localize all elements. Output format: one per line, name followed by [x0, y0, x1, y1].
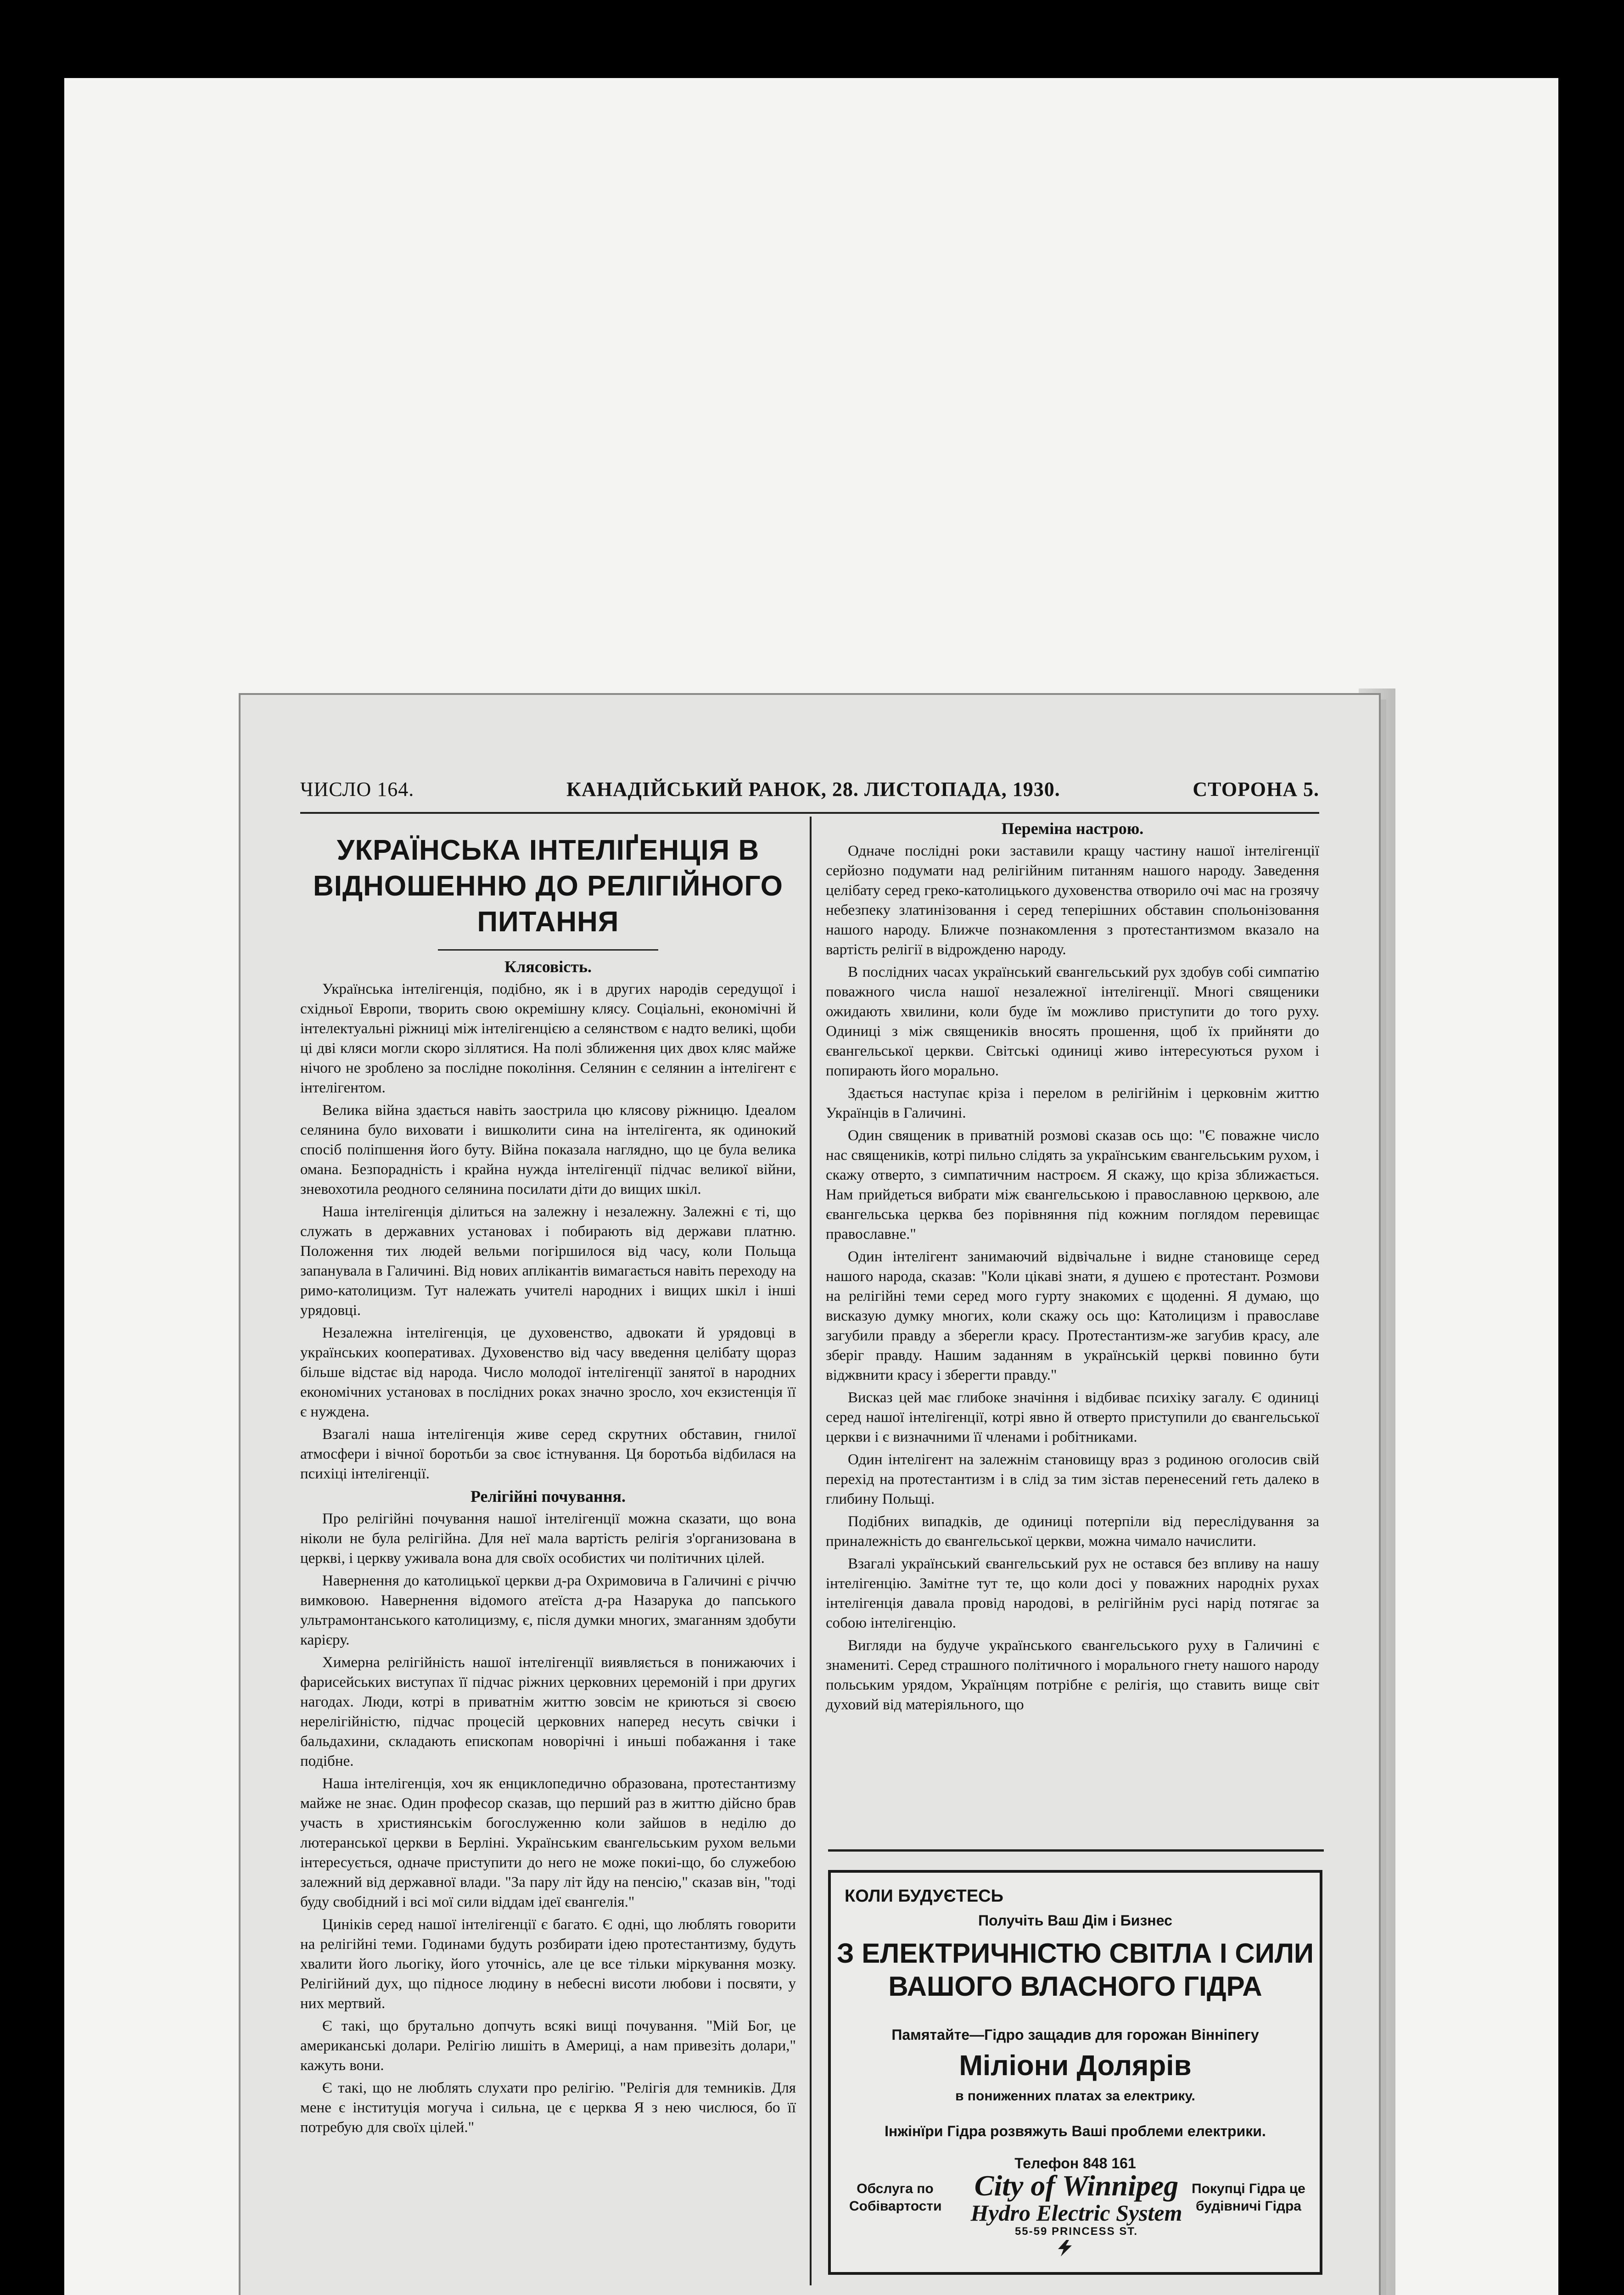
ad-side-left: Обслуга по Собівартости — [849, 2181, 942, 2214]
logo-system-name: Hydro Electric System — [970, 2200, 1182, 2226]
ad-headline-line: ВАШОГО ВЛАСНОГО ГІДРА — [888, 1971, 1262, 2002]
paragraph: Одначе послідні роки заставили кращу частину нашої інтелігенції серйозно подумати над релігійним питанням нашого народу. Заведення целібату серед греко-католицького духовенства отворило очі мас на грозячу небезпеку златинізовання і серед теперішних обставин спольонізовання нашого народу. Ближче познакомлення з протестантизмом вказало на вартість релігії в відрожденю народу. — [826, 843, 1319, 958]
ad-phone: Телефон 848 161 — [1014, 2155, 1136, 2172]
left-column — [300, 828, 796, 2140]
paragraph: Один інтелігент занимаючий відвічальне і видне становище серед нашого народа, сказав: "Коли цікаві знати, я душею є протестант. Розмови на релігійні теми серед мого гурту знакомих є щоденні. Я думаю, що висказую думку многих, коли скажу ось що: Католицизм і православе загубили правду а зберегли красу. Протестантизм-же загубив красу, але зберіг правду. Нашим заданням в українській церкві повинно бути віджвнити красу і зберегти правду." — [826, 1248, 1319, 1383]
paragraph: Химерна релігійність нашої інтелігенції виявляється в понижаючих і фарисейських виступах її підчас ріжних церковних церемоній і при других нагодах. Люди, котрі в приватнім життю зовсім не криються зі своєю нерелігійністю, підчас процесій церковних наперед несуть свічки і бальдахини, складають епископам новорічні і иньші побажання і таке подібне. — [300, 1654, 796, 1769]
paragraph: Є такі, що брутально допчуть всякі вищі почування. "Мій Бог, це американські долари. Релігію лишіть в Америці, а нам привезіть долари," кажуть вони. — [300, 2018, 796, 2074]
advertisement-rule — [828, 1849, 1324, 1852]
section-heading: Клясовість. — [504, 957, 592, 976]
paragraph: Є такі, що не люблять слухати про релігію. "Релігія для темників. Для мене є інституція могуча і сильна, це є церква Я з нею числюся, бо її потребую для своїх цілей." — [300, 2080, 796, 2136]
paragraph: Взагалі наша інтелігенція живе серед скрутних обставин, гнилої атмосфери і вічної боротьби за своє істнування. Ця боротьба відбилася на психіці інтелігенції. — [300, 1426, 796, 1482]
newspaper-page — [239, 693, 1381, 2295]
paragraph: Велика війна здається навіть заострила цю клясову ріжницю. Ідеалом селянина було виховати і вишколити сина на інтелігента, як одинокий спосіб поліпшення його буту. Війна показала наглядно, що це була велика омана. Безпорадність і крайна нужда інтелігенції підчас великої війни, зневохотила реодного селянина посилати діти до вищих шкіл. — [300, 1102, 796, 1198]
ad-remember-line: Памятайте—Гідро защадив для горожан Вінніпегу — [891, 2026, 1259, 2043]
logo-city-name: City of Winnipeg — [974, 2169, 1179, 2202]
section-heading: Переміна настрою. — [1001, 819, 1144, 838]
paragraph: Висказ цей має глибоке значіння і відбиває психіку загалу. Є одиниці серед нашої інтелігенції, котрі явно й отверто приступили до євангельської церкви і є визначними її членами і робітниками. — [826, 1389, 1319, 1445]
right-column — [826, 819, 1319, 1718]
paragraph: Один священик в приватній розмові сказав ось що: "Є поважне число нас священиків, котрі пильно слідять за українським євангельським рухом, і скажу отверто, з симпатичним настроєм. Я скажу, що кріза зближається. Нам прийдеться вибрати між євангельською і православною церквою, але євангельська церква без порівняння під кожним поглядом перевищає православне." — [826, 1127, 1319, 1243]
paragraph: Незалежна інтелігенція, це духовенство, адвокати й урядовці в українських кооперативах. Духовенство від часу введення целібату щораз більше відстає від народа. Число молодої інтелігенції занятої в народних економічних установах в послідних роках значно зросло, хоч екзистенція її є нуждена. — [300, 1325, 796, 1420]
ad-engineers-line: Інжінїри Гідра розвяжуть Ваші проблеми електрики. — [885, 2123, 1266, 2139]
paragraph: Про релігійні почування нашої інтелігенції можна сказати, що вона ніколи не була релігійна. Для неї мала вартість релігія з'организована в церкві, і церкву уживала вона для своїх особистих чи політичних цілей. — [300, 1511, 796, 1567]
paragraph: В послідних часах український євангельський рух здобув собі симпатію поважного числа нашої незалежної інтелігенції. Многі священики ожидають хвилини, коли буде їм можливо приступити до того руху. Одиниці з між священиків вносять прошення, щоб їх прийняти до євангельської церкви. Світські одиниці живо інтересуються рухом і попирають його морально. — [826, 964, 1319, 1079]
paragraph: Наша інтелігенція ділиться на залежну і незалежну. Залежні є ті, що служать в державних установах і побирають від держави платню. Положення тих людей вельми погіршилося від часу, коли Польща запанувала в Галичині. Від нових аплікантів вимагається навіть переходу на римо-католицизм. Тут належать учителі народних і вищих шкіл і інші урядовці. — [300, 1203, 796, 1319]
ad-subline: Получіть Ваш Дім і Бизнес — [978, 1912, 1172, 1929]
paragraph: Українська інтелігенція, подібно, як і в других народів середущої і східньої Европи, творить свою окремішну клясу. Соціальні, економічні й інтелектуальні ріжниці між інтелігенцією а селянством є надто великі, щоби ці дві кляси могли скоро зіллятися. На полі зближення цих двох кляс майже нічого не зроблено за послідне покоління. Селянин є селянин а інтелігент є інтелігентом. — [300, 981, 796, 1096]
ad-millions: Міліони Долярів — [959, 2050, 1192, 2082]
masthead-date: КАНАДІЙСЬКИЙ РАНОК, 28. ЛИСТОПАДА, 1930. — [566, 778, 1060, 800]
section-heading: Релігійні почування. — [470, 1487, 626, 1506]
page-header — [300, 778, 1319, 810]
column-rule — [810, 817, 812, 2285]
header-rule — [300, 812, 1319, 814]
paragraph: Здається наступає кріза і перелом в релігійнім і церковнім життю Українців в Галичині. — [826, 1085, 1319, 1121]
hydro-advertisement — [828, 1870, 1322, 2275]
ad-savings-line: в пониженних платах за електрику. — [955, 2088, 1195, 2104]
ad-headline-line: З ЕЛЕКТРИЧНІСТЮ СВІТЛА І СИЛИ — [836, 1938, 1314, 1969]
page-number: СТОРОНА 5. — [1193, 778, 1319, 800]
paragraph: Циніків серед нашої інтелігенції є багато. Є одні, що люблять говорити на релігійні теми. Годинами будуть розбирати ідею протестантизму, будуть хвалити його льогіку, його уточнісь, але це все тільки міркування мозку. Релігійний дух, що підносе людину в небесні висоти любови і посвяти, у них мертвий. — [300, 1916, 796, 2012]
ad-headline — [831, 1937, 1320, 2003]
paragraph: Один інтелігент на залежнім становищу враз з родиною оголосив свій перехід на протестантизм і в слід за тим зістав перенесений геть далеко в глибину Польщі. — [826, 1451, 1319, 1507]
article-title: УКРАЇНСЬКА ІНТЕЛІҐЕНЦІЯ В ВІДНОШЕННЮ ДО РЕЛІГІЙНОГО ПИТАННЯ — [313, 834, 784, 938]
paragraph: Вигляди на будуче українського євангельського руху в Галичині є знамениті. Серед страшного політичного і морального гнету нашого народу польським урядом, Українцям потрібне є релігія, що ставить вище світ духовий від матеріяльного, що — [826, 1637, 1319, 1713]
ad-side-right: Покупці Гідра це будівничі Гідра — [1192, 2181, 1305, 2214]
logo-address: 55-59 PRINCESS ST. — [1014, 2225, 1138, 2238]
paragraph: Навернення до католицької церкви д-ра Охримовича в Галичині є річчю вимковою. Навернення відомого атеїста д-ра Назарука до папського ультрамонтанського католицизму, є, після думки многих, змаганням здобути карієру. — [300, 1573, 796, 1648]
paragraph: Подібних випадків, де одиниці потерпіли від переслідування за приналежність до євангельської церкви, можна чимало начислити. — [826, 1513, 1319, 1550]
paragraph: Наша інтелігенція, хоч як енциклопедично образована, протестантизму майже не знає. Один професор сказав, що перший раз в життю дійсно брав участь в християнськім богослуженню коли зайшов в неділю до лютеранської церкви в Берліні. Українським євангельським рухом вельми інтересується, одначе приступити до него не може покиі-що, бо служебою залежний від державної влади. "За пару літ йду на пенсію," сказав він, "тоді буду свобідний і всі мої сили віддам ідеї євангелія." — [300, 1775, 796, 1910]
title-rule — [438, 949, 658, 951]
issue-number: ЧИСЛО 164. — [300, 778, 414, 800]
hydro-logo — [962, 2171, 1191, 2258]
lightning-icon — [1053, 2240, 1076, 2256]
paragraph: Взагалі український євангельський рух не остався без впливу на нашу інтелігенцію. Замітне тут те, що коли досі у поважних народніх рухах інтелігенція давала провід народові, в релігійнім русі нарід потягає за собою інтелігенцію. — [826, 1556, 1319, 1631]
ad-kicker: КОЛИ БУДУЄТЕСЬ — [845, 1886, 1003, 1906]
